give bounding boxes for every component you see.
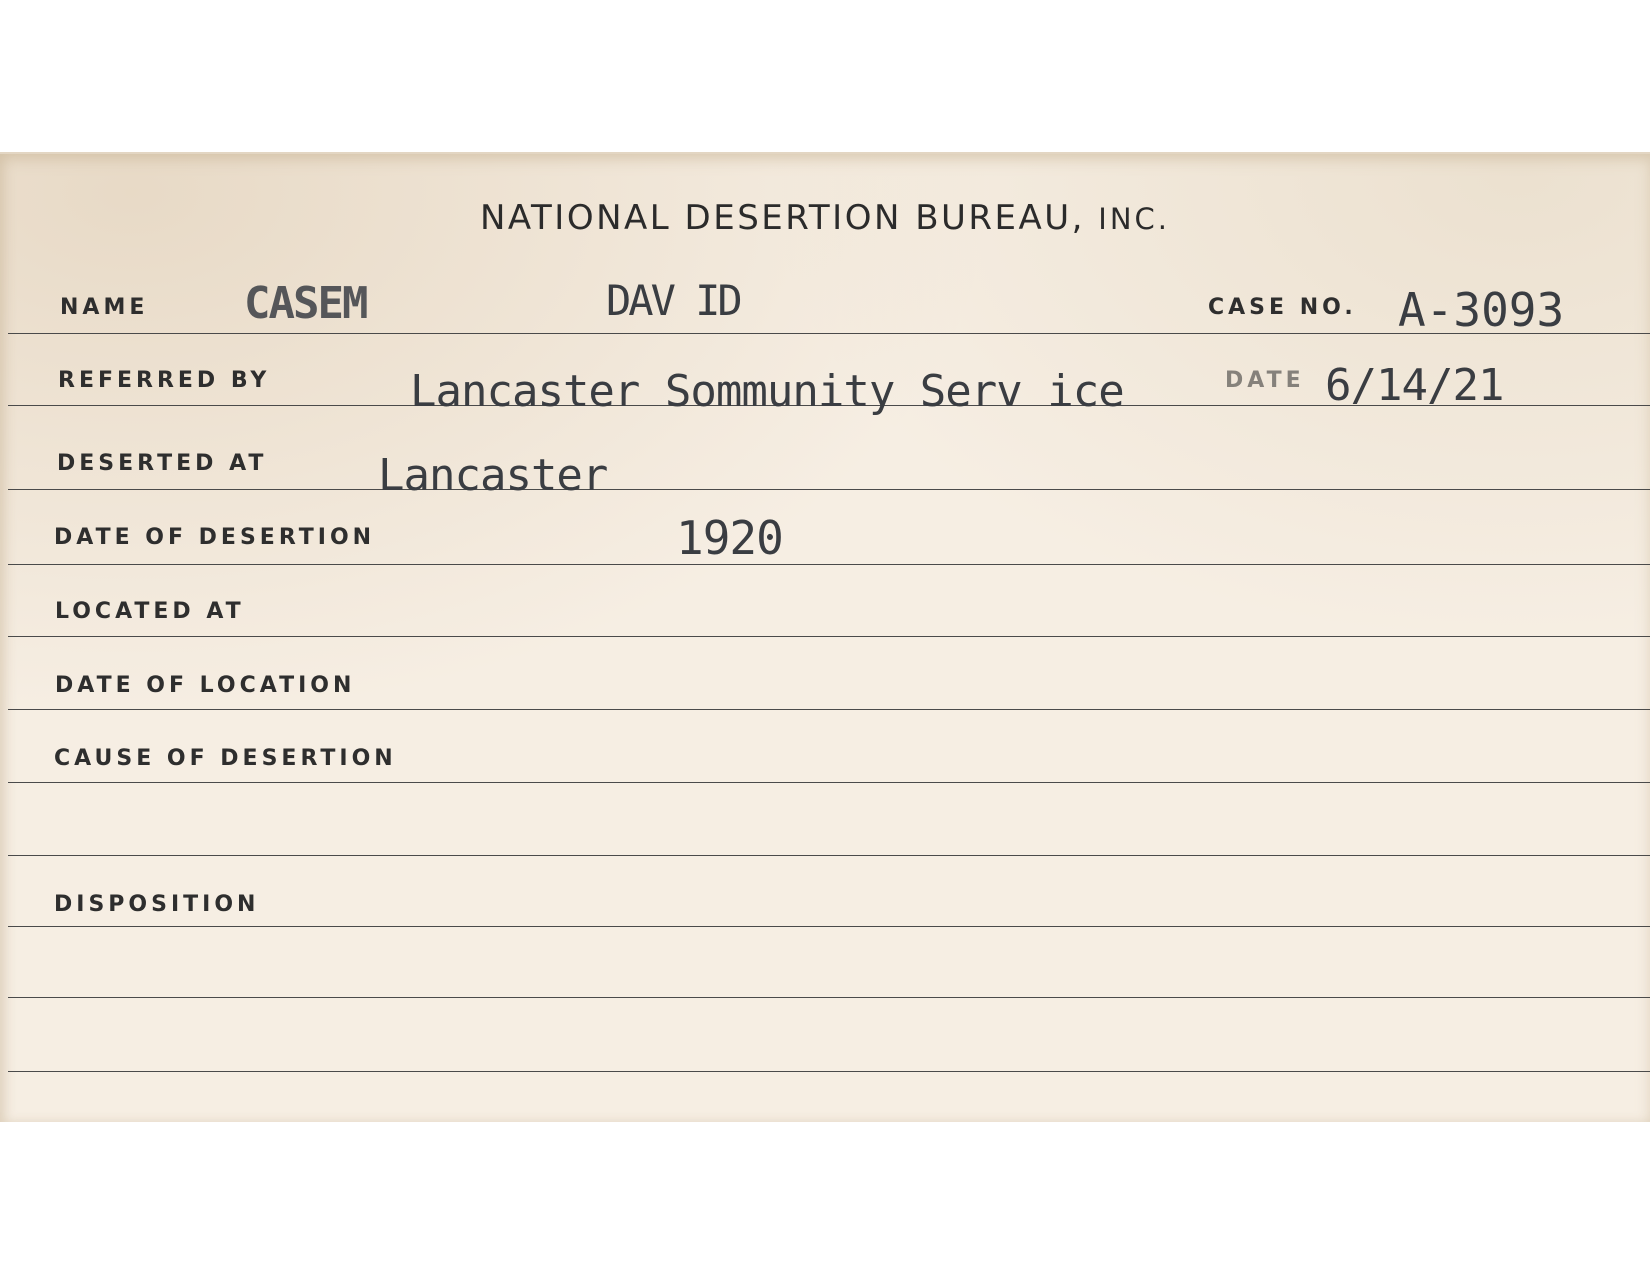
case-no-label: CASE NO. bbox=[1208, 295, 1357, 320]
date-entry: 6/14/21 bbox=[1325, 360, 1504, 411]
rule-line-cause-of-desertion bbox=[8, 782, 1650, 783]
given-name-entry: DAV ID bbox=[606, 276, 740, 325]
date-of-desertion-entry: 1920 bbox=[676, 511, 783, 565]
deserted-at-entry: Lancaster bbox=[378, 450, 608, 501]
date-label: DATE bbox=[1225, 368, 1305, 393]
name-label: NAME bbox=[60, 295, 149, 320]
deserted-at-label: DESERTED AT bbox=[57, 451, 268, 476]
rule-line-date-of-location bbox=[8, 709, 1650, 710]
disposition-label: DISPOSITION bbox=[54, 892, 260, 917]
rule-line-blank-1 bbox=[8, 855, 1650, 856]
rule-line-blank-3 bbox=[8, 1071, 1650, 1072]
rule-line-disposition bbox=[8, 926, 1650, 927]
cause-of-desertion-label: CAUSE OF DESERTION bbox=[54, 746, 397, 771]
case-no-entry: A-3093 bbox=[1398, 283, 1565, 337]
referred-by-label: REFERRED BY bbox=[58, 368, 271, 393]
rule-line-located-at bbox=[8, 636, 1650, 637]
date-of-desertion-label: DATE OF DESERTION bbox=[54, 525, 376, 550]
rule-line-deserted-at bbox=[8, 489, 1650, 490]
rule-line-blank-2 bbox=[8, 997, 1650, 998]
date-of-location-label: DATE OF LOCATION bbox=[55, 673, 356, 698]
located-at-label: LOCATED AT bbox=[55, 599, 245, 624]
referred-by-entry: Lancaster Sommunity Serv ice bbox=[410, 366, 1124, 417]
card-title bbox=[0, 198, 1650, 238]
card-title-main: NATIONAL DESERTION BUREAU, bbox=[479, 198, 1085, 238]
card-title-inc: INC. bbox=[1098, 202, 1171, 236]
rule-line-date-of-desertion bbox=[8, 564, 1650, 565]
surname-entry: CASEM bbox=[244, 278, 367, 329]
